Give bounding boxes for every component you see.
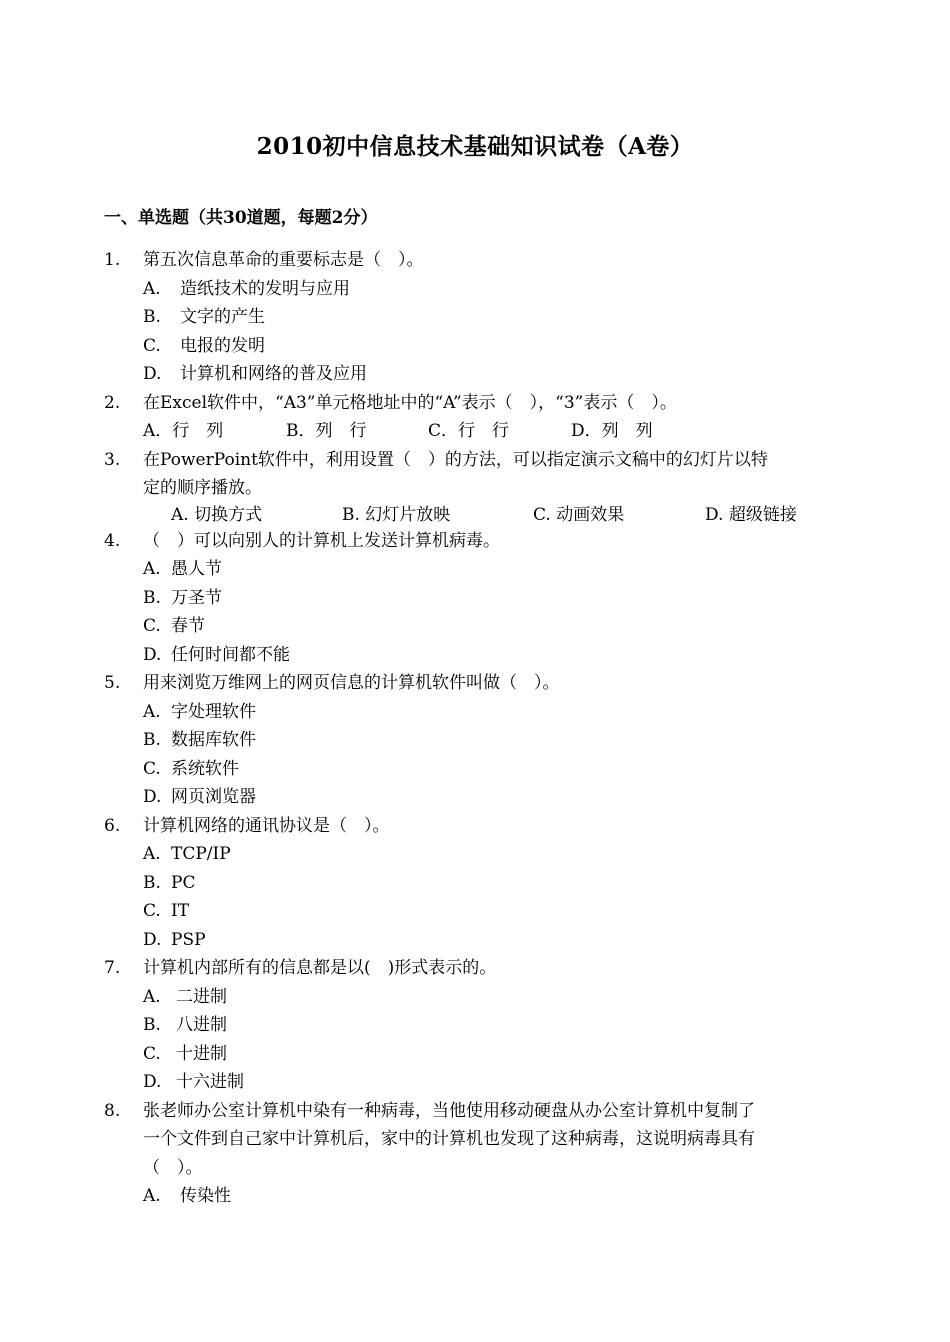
question-number: 3. [104, 449, 121, 470]
exam-title: 2010初中信息技术基础知识试卷（A卷） [256, 133, 694, 160]
option-d [0, 783, 950, 812]
option-letter: D. [143, 1072, 162, 1092]
option-text: IT [171, 901, 190, 921]
question-list [0, 246, 950, 1211]
option-text: PC [171, 872, 196, 893]
option-c [0, 612, 950, 641]
option-b [0, 869, 950, 898]
option-letter: C. [143, 616, 161, 636]
option-letter: D. [143, 364, 162, 384]
option-b [0, 726, 950, 755]
option-letter: C. [143, 1043, 161, 1064]
option-d: D. 超级链接 [705, 504, 797, 525]
option-text: 字处理软件 [171, 701, 256, 722]
question-number: 8. [104, 1100, 121, 1121]
option-letter: B. [143, 730, 161, 750]
question-text-continued: 一个文件到自己家中计算机后，家中的计算机也发现了这种病毒，这说明病毒具有 [143, 1129, 755, 1149]
option-text: 十进制 [176, 1043, 227, 1064]
option-text: 二进制 [176, 986, 227, 1007]
question-number: 7. [104, 958, 121, 978]
option-text: 系统软件 [171, 758, 239, 779]
option-text: 文字的产生 [180, 307, 265, 327]
question-text: （ ）可以向别人的计算机上发送计算机病毒。 [143, 530, 500, 551]
option-letter: A. [143, 701, 161, 722]
option-b [0, 584, 950, 613]
option-letter: C. [143, 901, 161, 921]
option-c [0, 332, 950, 361]
option-a [0, 840, 950, 869]
option-d [0, 641, 950, 670]
option-text: 任何时间都不能 [171, 644, 290, 665]
option-a [0, 1182, 950, 1211]
option-d: D．列 列 [571, 421, 653, 441]
option-text: 十六进制 [176, 1072, 244, 1092]
option-text: 万圣节 [171, 587, 222, 608]
option-letter: D. [143, 644, 162, 665]
question-3 [0, 446, 950, 527]
question-number: 6. [104, 815, 121, 836]
option-letter: B. [143, 872, 161, 893]
question-number: 4. [104, 530, 121, 551]
option-text: TCP/IP [171, 844, 231, 864]
option-a [0, 983, 950, 1012]
option-text: 网页浏览器 [171, 787, 256, 807]
option-letter: A. [143, 278, 161, 299]
option-text: 八进制 [176, 1015, 227, 1035]
option-letter: C. [143, 758, 161, 779]
option-c [0, 1040, 950, 1069]
option-text: 传染性 [180, 1186, 231, 1206]
question-text: 用来浏览万维网上的网页信息的计算机软件叫做（ ）。 [143, 673, 560, 693]
question-7 [0, 954, 950, 1097]
question-text: 在PowerPoint软件中，利用设置（ ）的方法，可以指定演示文稿中的幻灯片以特 [143, 449, 768, 470]
option-text: PSP [171, 929, 206, 950]
inline-options [0, 417, 950, 446]
option-letter: A. [143, 559, 161, 579]
option-text: 计算机和网络的普及应用 [180, 364, 367, 384]
question-text: 计算机网络的通讯协议是（ ）。 [143, 815, 390, 836]
option-c [0, 897, 950, 926]
option-c [0, 755, 950, 784]
option-b [0, 303, 950, 332]
option-a: A. 切换方式 [171, 504, 263, 525]
option-a: A．行 列 [143, 421, 224, 441]
option-text: 造纸技术的发明与应用 [180, 278, 350, 299]
option-letter: D. [143, 787, 162, 807]
option-letter: A. [143, 986, 161, 1007]
option-text: 电报的发明 [180, 335, 265, 356]
option-letter: B. [143, 307, 161, 327]
question-number: 1. [104, 250, 121, 270]
option-d [0, 926, 950, 955]
option-a [0, 698, 950, 727]
option-c: C．行 行 [428, 421, 510, 441]
question-8 [0, 1097, 950, 1211]
question-6 [0, 812, 950, 955]
option-d [0, 1068, 950, 1097]
option-a [0, 275, 950, 304]
section-heading: 一、单选题（共30道题，每题2分） [104, 208, 378, 228]
question-number: 5. [104, 673, 121, 693]
option-letter: A. [143, 844, 161, 864]
question-5 [0, 669, 950, 812]
question-text: 张老师办公室计算机中染有一种病毒，当他使用移动硬盘从办公室计算机中复制了 [143, 1100, 755, 1121]
question-text: 第五次信息革命的重要标志是（ ）。 [143, 250, 424, 270]
option-letter: A. [143, 1186, 161, 1206]
option-c: C. 动画效果 [533, 504, 625, 525]
option-text: 春节 [171, 616, 205, 636]
question-text-continued: （ ）。 [143, 1157, 203, 1178]
option-b: B. 幻灯片放映 [342, 504, 451, 525]
inline-options [0, 503, 950, 527]
question-text: 计算机内部所有的信息都是以( )形式表示的。 [143, 958, 497, 978]
option-b: B．列 行 [286, 421, 367, 441]
option-a [0, 555, 950, 584]
question-text-continued: 定的顺序播放。 [143, 478, 262, 498]
option-text: 愚人节 [171, 559, 222, 579]
option-letter: D. [143, 929, 162, 950]
option-letter: B. [143, 587, 161, 608]
option-letter: B. [143, 1015, 161, 1035]
question-2 [0, 389, 950, 446]
option-letter: C. [143, 335, 161, 356]
option-d [0, 360, 950, 389]
option-b [0, 1011, 950, 1040]
option-text: 数据库软件 [171, 730, 256, 750]
question-1 [0, 246, 950, 389]
question-number: 2. [104, 392, 121, 413]
question-4 [0, 527, 950, 670]
question-text: 在Excel软件中，“A3”单元格地址中的“A”表示（ ），“3”表示（ ）。 [143, 392, 677, 413]
